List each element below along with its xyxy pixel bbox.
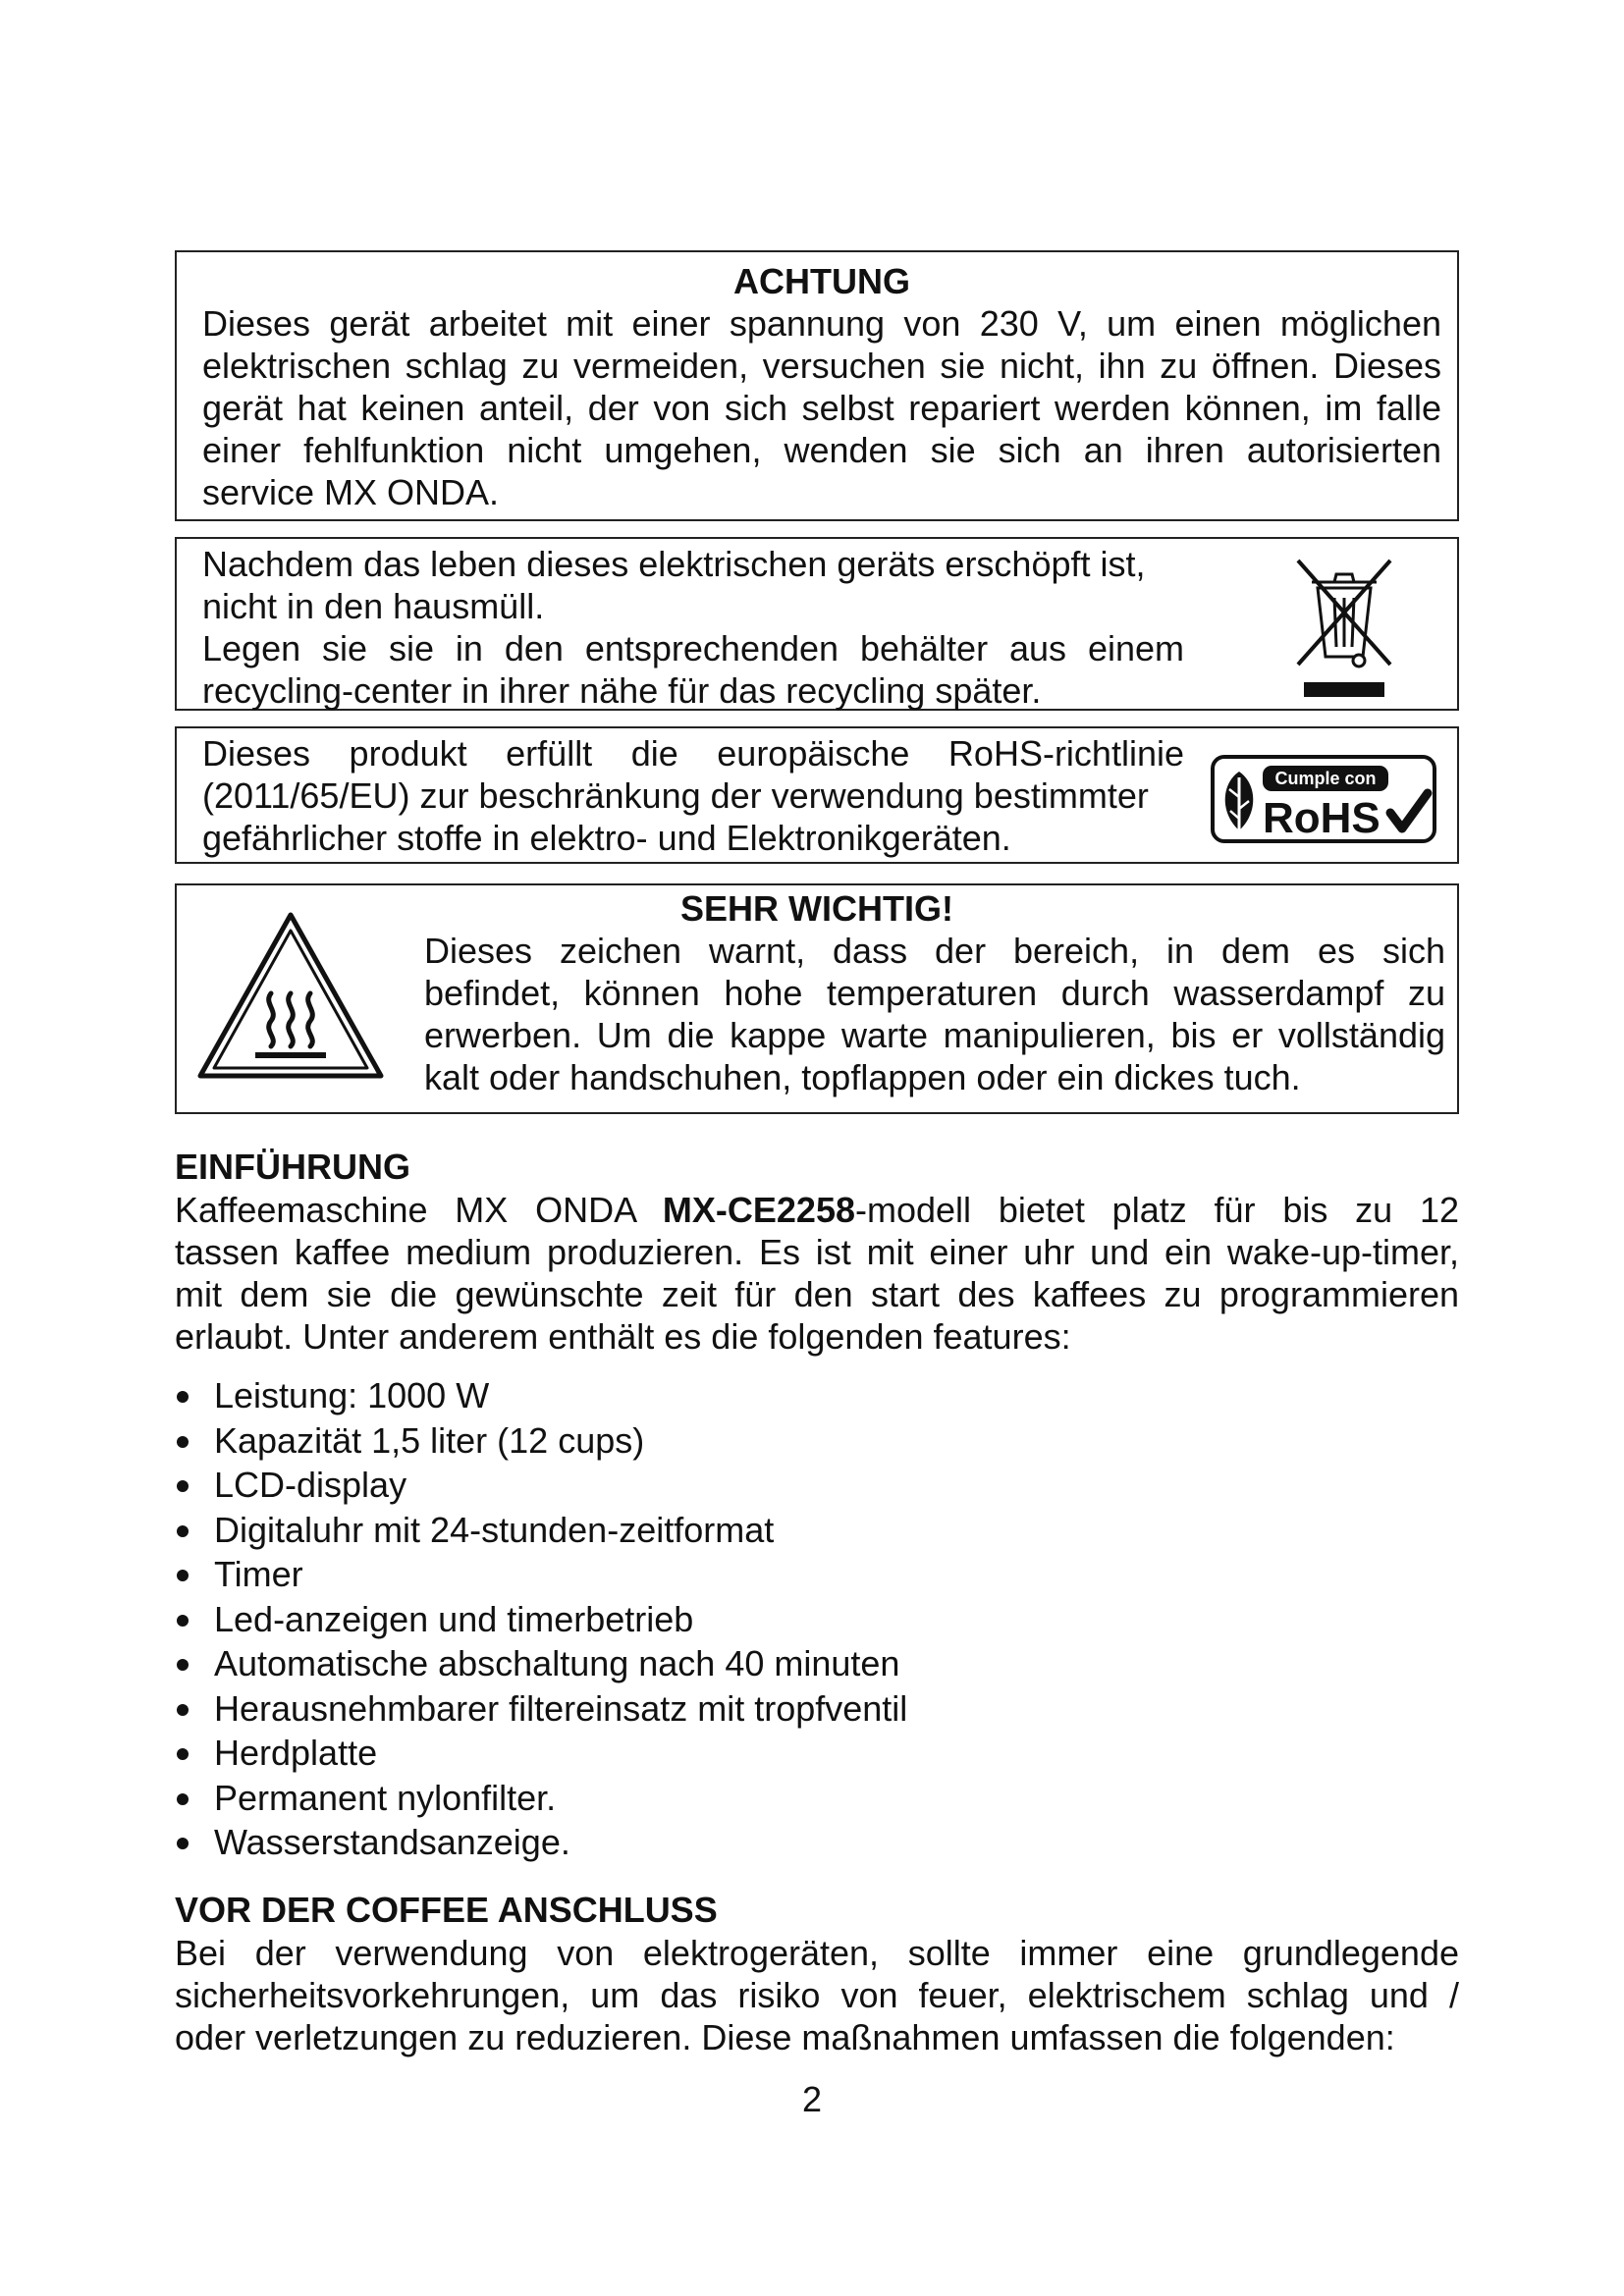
vor-line: sicherheitsvorkehrungen, um das risiko von feuer, elektrischem schlag und / xyxy=(175,1974,1459,2015)
rohs-badge-icon xyxy=(1210,754,1437,844)
intro-line xyxy=(175,1189,1459,1231)
rohs-line: Dieses produkt erfüllt die europäische RoHS-richtlinie xyxy=(202,733,1184,774)
intro-line: erlaubt. Unter anderem enthält es die folgenden features: xyxy=(175,1316,1071,1357)
crossed-out-wheelie-bin-icon xyxy=(1290,549,1398,701)
achtung-line: elektrischen schlag zu vermeiden, versuchen sie nicht, ihn zu öffnen. Dieses xyxy=(202,346,1441,386)
rohs-badge-top-text: Cumple con xyxy=(1274,769,1377,788)
list-item: Leistung: 1000 W xyxy=(175,1373,1459,1418)
document-page xyxy=(175,250,1459,2058)
hot-surface-warning-icon xyxy=(194,909,387,1084)
disposal-box xyxy=(175,537,1459,711)
list-item: Digitaluhr mit 24-stunden-zeitformat xyxy=(175,1508,1459,1553)
feature-list xyxy=(175,1373,1459,1865)
achtung-box xyxy=(175,250,1459,521)
intro-line: tassen kaffee medium produzieren. Es ist mit einer uhr und ein wake-up-timer, xyxy=(175,1232,1459,1272)
intro-heading: EINFÜHRUNG xyxy=(175,1147,410,1187)
vor-heading: VOR DER COFFEE ANSCHLUSS xyxy=(175,1889,718,1930)
intro-line1-post: -modell bietet platz für bis zu 12 xyxy=(855,1190,1459,1230)
list-item: Wasserstandsanzeige. xyxy=(175,1820,1459,1865)
list-item: Timer xyxy=(175,1552,1459,1597)
list-item: Automatische abschaltung nach 40 minuten xyxy=(175,1641,1459,1686)
rohs-line: gefährlicher stoffe in elektro- und Elektronikgeräten. xyxy=(202,818,1011,858)
wichtig-title: SEHR WICHTIG! xyxy=(680,888,953,929)
list-item: Permanent nylonfilter. xyxy=(175,1776,1459,1821)
achtung-line: Dieses gerät arbeitet mit einer spannung von 230 V, um einen möglichen xyxy=(202,303,1441,344)
page-number: 2 xyxy=(801,2079,823,2119)
intro-line: mit dem sie die gewünschte zeit für den start des kaffees zu programmieren xyxy=(175,1274,1459,1314)
disposal-line: nicht in den hausmüll. xyxy=(202,586,545,626)
wichtig-line: Dieses zeichen warnt, dass der bereich, in dem es sich xyxy=(424,931,1445,971)
rohs-badge-main-text: RoHS xyxy=(1263,794,1380,842)
sehr-wichtig-box xyxy=(175,883,1459,1114)
wichtig-line: kalt oder handschuhen, topflappen oder ein dickes tuch. xyxy=(424,1057,1301,1097)
achtung-title: ACHTUNG xyxy=(733,261,910,301)
wichtig-line: befindet, können hohe temperaturen durch wasserdampf zu xyxy=(424,973,1445,1013)
rohs-line: (2011/65/EU) zur beschränkung der verwendung bestimmter xyxy=(202,775,1149,816)
achtung-line: gerät hat keinen anteil, der von sich selbst repariert werden können, im falle xyxy=(202,388,1441,428)
disposal-line: Nachdem das leben dieses elektrischen geräts erschöpft ist, xyxy=(202,544,1146,584)
list-item: Herdplatte xyxy=(175,1731,1459,1776)
list-item: Herausnehmbarer filtereinsatz mit tropfventil xyxy=(175,1686,1459,1732)
wichtig-line: erwerben. Um die kappe warte manipulieren, bis er vollständig xyxy=(424,1015,1445,1055)
model-number: MX-CE2258 xyxy=(662,1190,855,1230)
vor-line: oder verletzungen zu reduzieren. Diese maßnahmen umfassen die folgenden: xyxy=(175,2016,1395,2057)
intro-line1-pre: Kaffeemaschine MX ONDA xyxy=(175,1190,663,1230)
achtung-line: service MX ONDA. xyxy=(202,472,500,512)
vor-line: Bei der verwendung von elektrogeräten, sollte immer eine grundlegende xyxy=(175,1932,1459,1973)
list-item: Led-anzeigen und timerbetrieb xyxy=(175,1597,1459,1642)
list-item: LCD-display xyxy=(175,1463,1459,1508)
disposal-line: recycling-center in ihrer nähe für das recycling später. xyxy=(202,670,1042,711)
list-item: Kapazität 1,5 liter (12 cups) xyxy=(175,1418,1459,1464)
rohs-box xyxy=(175,726,1459,864)
achtung-line: einer fehlfunktion nicht umgehen, wenden sie sich an ihren autorisierten xyxy=(202,430,1441,470)
disposal-line: Legen sie sie in den entsprechenden behälter aus einem xyxy=(202,628,1184,668)
